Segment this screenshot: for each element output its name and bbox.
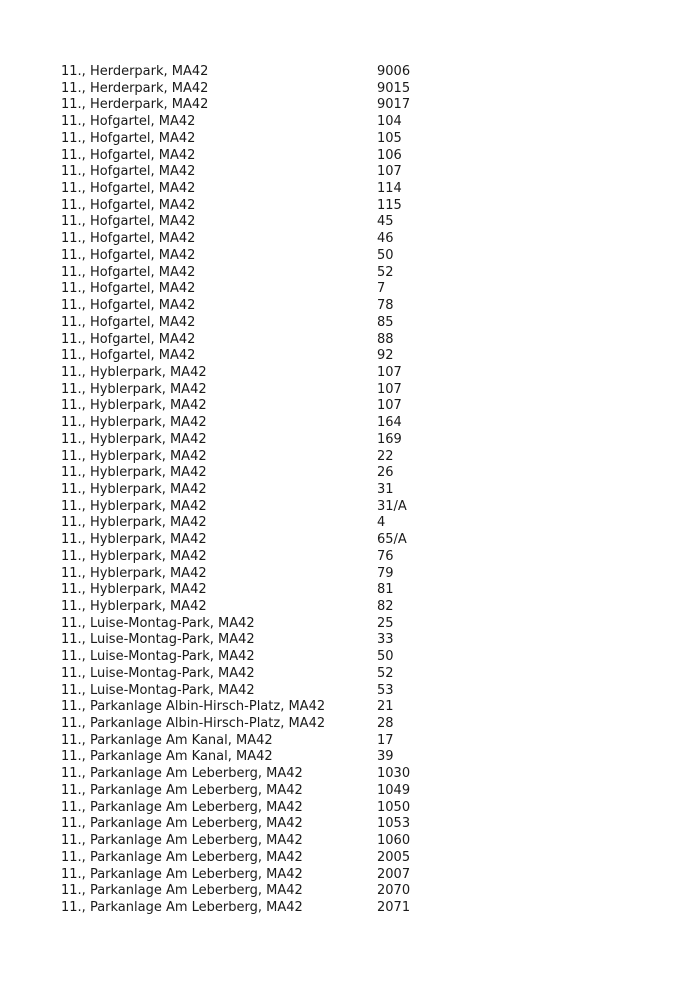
number-cell: 9006	[377, 64, 411, 79]
number-cell: 31/A	[377, 498, 407, 514]
number-cell: 52	[377, 665, 394, 681]
table-row	[61, 281, 661, 298]
number-cell: 107	[377, 364, 402, 380]
location-cell: 11., Parkanlage Am Leberberg, MA42	[61, 849, 303, 865]
number-cell: 52	[377, 264, 394, 280]
table-row	[61, 766, 661, 783]
location-cell: 11., Hofgartel, MA42	[61, 214, 196, 230]
number-cell: 105	[377, 130, 402, 146]
location-cell: 11., Herderpark, MA42	[61, 80, 209, 96]
location-cell: 11., Hyblerpark, MA42	[61, 431, 207, 447]
location-cell: 11., Hyblerpark, MA42	[61, 548, 207, 564]
table-row	[61, 783, 661, 800]
number-cell: 81	[377, 582, 394, 598]
location-cell: 11., Hofgartel, MA42	[61, 348, 196, 364]
number-cell: 25	[377, 615, 394, 631]
number-cell: 17	[377, 732, 394, 748]
table-row	[61, 81, 661, 98]
location-cell: 11., Luise-Montag-Park, MA42	[61, 615, 255, 631]
table-row	[61, 365, 661, 382]
location-cell: 11., Hofgartel, MA42	[61, 164, 196, 180]
table-row	[61, 114, 661, 131]
location-cell: 11., Hyblerpark, MA42	[61, 582, 207, 598]
number-cell: 78	[377, 298, 394, 314]
table-row	[61, 231, 661, 248]
location-cell: 11., Hofgartel, MA42	[61, 181, 196, 197]
location-cell: 11., Hyblerpark, MA42	[61, 415, 207, 431]
number-cell: 1049	[377, 782, 411, 798]
location-cell: 11., Hofgartel, MA42	[61, 130, 196, 146]
number-cell: 7	[377, 281, 386, 297]
location-cell: 11., Parkanlage Am Leberberg, MA42	[61, 766, 303, 782]
number-cell: 107	[377, 381, 402, 397]
number-cell: 65/A	[377, 532, 407, 548]
location-cell: 11., Hofgartel, MA42	[61, 314, 196, 330]
table-row	[61, 733, 661, 750]
location-cell: 11., Hyblerpark, MA42	[61, 381, 207, 397]
location-cell: 11., Luise-Montag-Park, MA42	[61, 682, 255, 698]
table-row	[61, 332, 661, 349]
number-cell: 115	[377, 197, 402, 213]
table-row	[61, 449, 661, 466]
table-row	[61, 749, 661, 766]
location-cell: 11., Parkanlage Am Leberberg, MA42	[61, 816, 303, 832]
location-cell: 11., Hofgartel, MA42	[61, 331, 196, 347]
location-cell: 11., Herderpark, MA42	[61, 97, 209, 113]
number-cell: 104	[377, 114, 402, 130]
location-cell: 11., Hofgartel, MA42	[61, 197, 196, 213]
table-row	[61, 532, 661, 549]
location-cell: 11., Hyblerpark, MA42	[61, 515, 207, 531]
table-row	[61, 499, 661, 516]
table-row	[61, 382, 661, 399]
table-row	[61, 482, 661, 499]
location-cell: 11., Hofgartel, MA42	[61, 247, 196, 263]
location-cell: 11., Hofgartel, MA42	[61, 298, 196, 314]
number-cell: 2070	[377, 883, 411, 899]
number-cell: 88	[377, 331, 394, 347]
number-cell: 2071	[377, 899, 411, 915]
number-cell: 169	[377, 431, 402, 447]
location-cell: 11., Hyblerpark, MA42	[61, 364, 207, 380]
number-cell: 33	[377, 632, 394, 648]
table-row	[61, 131, 661, 148]
table-row	[61, 398, 661, 415]
number-cell: 106	[377, 147, 402, 163]
table-row	[61, 348, 661, 365]
number-cell: 79	[377, 565, 394, 581]
location-cell: 11., Parkanlage Albin-Hirsch-Platz, MA42	[61, 699, 326, 715]
location-cell: 11., Luise-Montag-Park, MA42	[61, 665, 255, 681]
table-row	[61, 632, 661, 649]
location-cell: 11., Parkanlage Am Kanal, MA42	[61, 732, 273, 748]
table-row	[61, 549, 661, 566]
table-row	[61, 649, 661, 666]
number-cell: 2005	[377, 849, 411, 865]
table-row	[61, 683, 661, 700]
number-cell: 76	[377, 548, 394, 564]
number-cell: 4	[377, 515, 386, 531]
location-cell: 11., Herderpark, MA42	[61, 64, 209, 79]
table-row	[61, 181, 661, 198]
table-row	[61, 515, 661, 532]
number-cell: 164	[377, 415, 402, 431]
table-row	[61, 883, 661, 900]
location-cell: 11., Hyblerpark, MA42	[61, 565, 207, 581]
location-cell: 11., Parkanlage Am Leberberg, MA42	[61, 833, 303, 849]
table-row	[61, 666, 661, 683]
number-cell: 1030	[377, 766, 411, 782]
location-cell: 11., Parkanlage Albin-Hirsch-Platz, MA42	[61, 716, 326, 732]
number-cell: 46	[377, 231, 394, 247]
table-row	[61, 699, 661, 716]
location-cell: 11., Hyblerpark, MA42	[61, 465, 207, 481]
location-cell: 11., Parkanlage Am Leberberg, MA42	[61, 782, 303, 798]
number-cell: 50	[377, 649, 394, 665]
table-row	[61, 97, 661, 114]
number-cell: 85	[377, 314, 394, 330]
location-cell: 11., Parkanlage Am Leberberg, MA42	[61, 799, 303, 815]
location-cell: 11., Hyblerpark, MA42	[61, 599, 207, 614]
number-cell: 31	[377, 481, 394, 497]
table-row	[61, 566, 661, 583]
number-cell: 9017	[377, 97, 411, 113]
location-cell: 11., Hyblerpark, MA42	[61, 398, 207, 414]
table-row	[61, 716, 661, 733]
location-cell: 11., Hofgartel, MA42	[61, 114, 196, 130]
location-cell: 11., Hofgartel, MA42	[61, 281, 196, 297]
location-cell: 11., Hofgartel, MA42	[61, 264, 196, 280]
location-cell: 11., Luise-Montag-Park, MA42	[61, 649, 255, 665]
table-row	[61, 599, 661, 616]
number-cell: 82	[377, 599, 394, 614]
location-cell: 11., Hofgartel, MA42	[61, 147, 196, 163]
table-row	[61, 298, 661, 315]
number-cell: 45	[377, 214, 394, 230]
table-row	[61, 867, 661, 884]
table-row	[61, 64, 661, 81]
location-cell: 11., Hyblerpark, MA42	[61, 532, 207, 548]
table-row	[61, 432, 661, 449]
number-cell: 50	[377, 247, 394, 263]
number-cell: 39	[377, 749, 394, 765]
location-cell: 11., Hyblerpark, MA42	[61, 481, 207, 497]
table-row	[61, 800, 661, 817]
location-cell: 11., Parkanlage Am Leberberg, MA42	[61, 899, 303, 915]
location-cell: 11., Hyblerpark, MA42	[61, 498, 207, 514]
number-cell: 22	[377, 448, 394, 464]
number-cell: 9015	[377, 80, 411, 96]
table-row	[61, 164, 661, 181]
number-cell: 21	[377, 699, 394, 715]
number-cell: 2007	[377, 866, 411, 882]
table-row	[61, 816, 661, 833]
number-cell: 28	[377, 716, 394, 732]
number-cell: 107	[377, 398, 402, 414]
location-table	[61, 64, 661, 917]
number-cell: 53	[377, 682, 394, 698]
table-row	[61, 465, 661, 482]
table-row	[61, 265, 661, 282]
table-row	[61, 248, 661, 265]
table-row	[61, 198, 661, 215]
number-cell: 1050	[377, 799, 411, 815]
number-cell: 1053	[377, 816, 411, 832]
number-cell: 114	[377, 181, 402, 197]
location-cell: 11., Luise-Montag-Park, MA42	[61, 632, 255, 648]
table-row	[61, 616, 661, 633]
number-cell: 92	[377, 348, 394, 364]
location-cell: 11., Hofgartel, MA42	[61, 231, 196, 247]
table-row	[61, 833, 661, 850]
table-row	[61, 850, 661, 867]
table-row	[61, 148, 661, 165]
location-cell: 11., Hyblerpark, MA42	[61, 448, 207, 464]
number-cell: 26	[377, 465, 394, 481]
location-cell: 11., Parkanlage Am Leberberg, MA42	[61, 866, 303, 882]
table-row	[61, 900, 661, 917]
table-row	[61, 315, 661, 332]
number-cell: 107	[377, 164, 402, 180]
location-cell: 11., Parkanlage Am Leberberg, MA42	[61, 883, 303, 899]
location-cell: 11., Parkanlage Am Kanal, MA42	[61, 749, 273, 765]
table-row	[61, 415, 661, 432]
table-row	[61, 582, 661, 599]
table-row	[61, 214, 661, 231]
number-cell: 1060	[377, 833, 411, 849]
